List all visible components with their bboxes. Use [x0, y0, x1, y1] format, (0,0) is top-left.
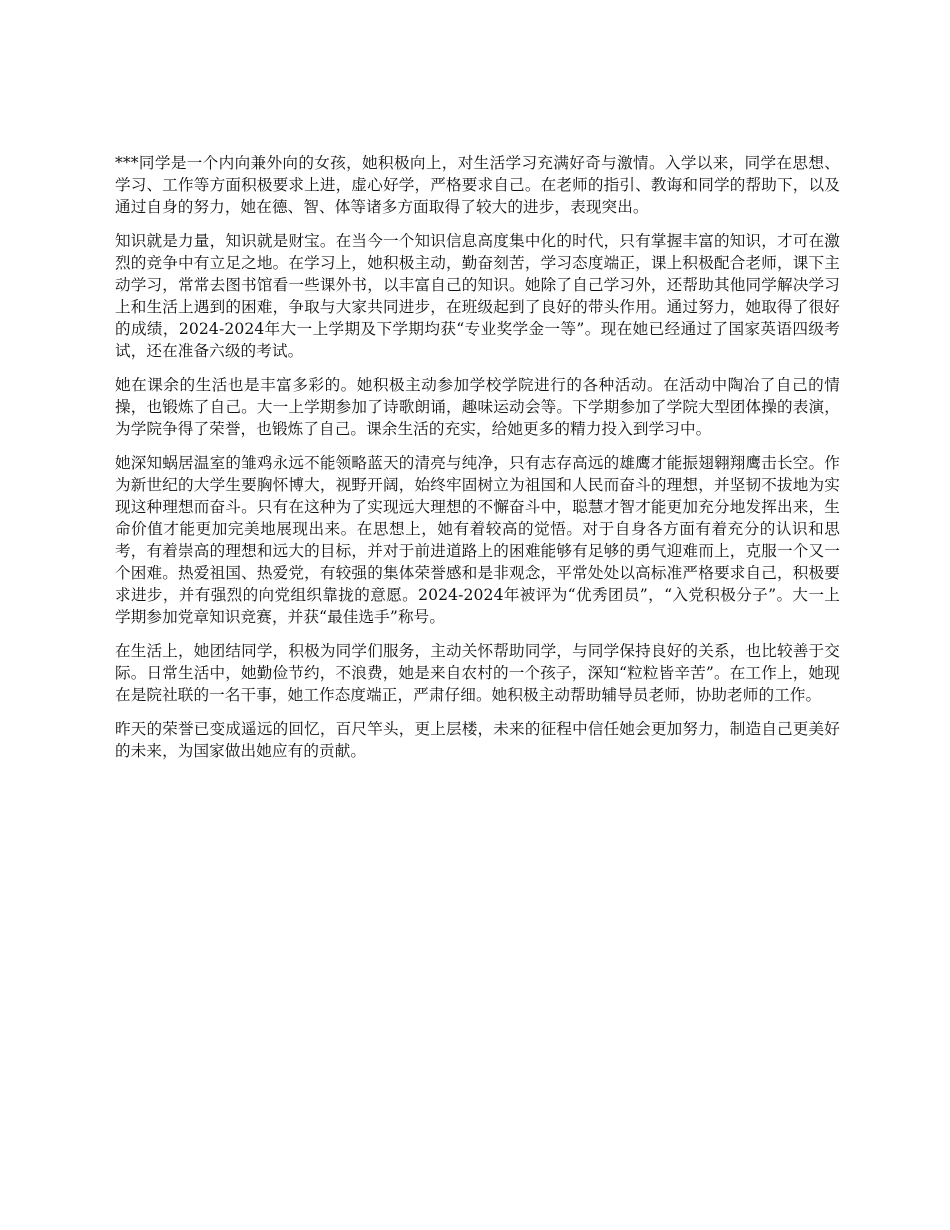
- document-body: [115, 152, 840, 774]
- paragraph-activities: 她在课余的生活也是丰富多彩的。她积极主动参加学校学院进行的各种活动。在活动中陶冶了自己的情操，也锻炼了自己。大一上学期参加了诗歌朗诵，趣味运动会等。下学期参加了学院大型团体操的表演，为学院争得了荣誉，也锻炼了自己。课余生活的充实，给她更多的精力投入到学习中。: [115, 376, 840, 438]
- paragraph-conclusion: 昨天的荣誉已变成遥远的回忆，百尺竿头，更上层楼，未来的征程中信任她会更加努力，制造自己更美好的未来，为国家做出她应有的贡献。: [115, 720, 840, 760]
- paragraph-life: 在生活上，她团结同学，积极为同学们服务，主动关怀帮助同学，与同学保持良好的关系，也比较善于交际。日常生活中，她勤俭节约，不浪费，她是来自农村的一个孩子，深知“粒粒皆辛苦”。在工作上，她现在是院社联的一名干事，她工作态度端正，严肃仔细。她积极主动帮助辅导员老师，协助老师的工作。: [115, 642, 840, 704]
- paragraph-intro: ***同学是一个内向兼外向的女孩，她积极向上，对生活学习充满好奇与激情。入学以来，同学在思想、学习、工作等方面积极要求上进，虚心好学，严格要求自己。在老师的指引、教诲和同学的帮助下，以及通过自身的努力，她在德、智、体等诸多方面取得了较大的进步，表现突出。: [115, 154, 840, 216]
- paragraph-ideology: 她深知蜗居温室的雏鸡永远不能领略蓝天的清亮与纯净，只有志存高远的雄鹰才能振翅翱翔鹰击长空。作为新世纪的大学生要胸怀博大，视野开阔，始终牢固树立为祖国和人民而奋斗的理想，并坚韧不拔地为实现这种理想而奋斗。只有在这种为了实现远大理想的不懈奋斗中，聪慧才智才能更加充分地发挥出来，生命价值才能更加完美地展现出来。在思想上，她有着较高的觉悟。对于自身各方面有着充分的认识和思考，有着崇高的理想和远大的目标，并对于前进道路上的困难能够有足够的勇气迎难而上，克服一个又一个困难。热爱祖国、热爱党，有较强的集体荣誉感和是非观念，平常处处以高标准严格要求自己，积极要求进步，并有强烈的向党组织靠拢的意愿。2024-2024年被评为“优秀团员”，“入党积极分子”。大一上学期参加党章知识竞赛，并获“最佳选手”称号。: [115, 454, 840, 626]
- paragraph-study: 知识就是力量，知识就是财宝。在当今一个知识信息高度集中化的时代，只有掌握丰富的知识，才可在激烈的竞争中有立足之地。在学习上，她积极主动，勤奋刻苦，学习态度端正，课上积极配合老师，课下主动学习，常常去图书馆看一些课外书，以丰富自己的知识。她除了自己学习外，还帮助其他同学解决学习上和生活上遇到的困难，争取与大家共同进步，在班级起到了良好的带头作用。通过努力，她取得了很好的成绩，2024-2024年大一上学期及下学期均获“专业奖学金一等”。现在她已经通过了国家英语四级考试，还在准备六级的考试。: [115, 232, 840, 360]
